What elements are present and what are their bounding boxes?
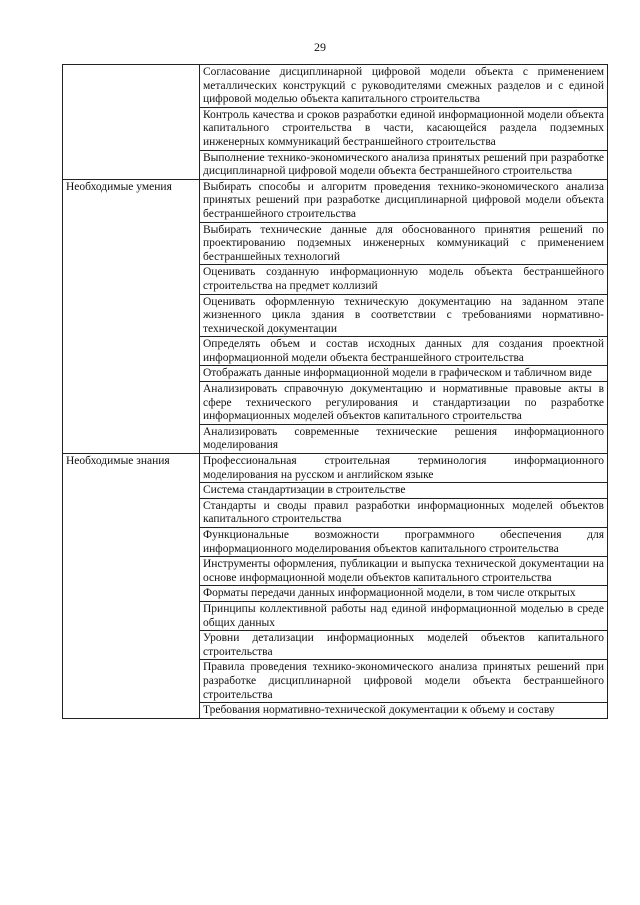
- requirement-text: Стандарты и своды правил разработки информационных моделей объектов капитального строительства: [200, 498, 608, 527]
- requirement-text: Профессиональная строительная терминология информационного моделирования на русском и английском языке: [200, 454, 608, 483]
- requirement-text: Форматы передачи данных информационной модели, в том числе открытых: [200, 586, 608, 602]
- table-row: [63, 179, 608, 222]
- section-label: Необходимые умения: [63, 179, 200, 453]
- requirement-text: Требования нормативно-технической документации к объему и составу: [200, 703, 608, 719]
- section-label: Необходимые знания: [63, 454, 200, 719]
- requirement-text: Оценивать созданную информационную модель объекта бестраншейного строительства на предмет коллизий: [200, 265, 608, 294]
- requirements-table: [62, 64, 608, 719]
- requirement-text: Выполнение технико-экономического анализа принятых решений при разработке дисциплинарной цифровой модели объекта бестраншейного строительства: [200, 150, 608, 179]
- requirement-text: Отображать данные информационной модели в графическом и табличном виде: [200, 366, 608, 382]
- page-number: 29: [314, 40, 326, 54]
- requirement-text: Принципы коллективной работы над единой информационной моделью в среде общих данных: [200, 601, 608, 630]
- requirement-text: Определять объем и состав исходных данных для создания проектной информационной модели объекта бестраншейного строительства: [200, 337, 608, 366]
- requirement-text: Анализировать современные технические решения информационного моделирования: [200, 424, 608, 453]
- requirement-text: Функциональные возможности программного обеспечения для информационного моделирования объектов капитального строительства: [200, 528, 608, 557]
- requirement-text: Система стандартизации в строительстве: [200, 483, 608, 499]
- requirement-text: Уровни детализации информационных моделей объектов капитального строительства: [200, 631, 608, 660]
- table-row: [63, 454, 608, 483]
- requirement-text: Инструменты оформления, публикации и выпуска технической документации на основе информационной модели объектов капитального строительства: [200, 557, 608, 586]
- requirement-text: Выбирать технические данные для обоснованного принятия решений по проектированию подземных инженерных коммуникаций с применением бестраншейных технологий: [200, 222, 608, 265]
- requirement-text: Согласование дисциплинарной цифровой модели объекта с применением металлических конструкций с руководителями смежных разделов и с единой цифровой моделью объекта капитального строительства: [200, 65, 608, 108]
- requirement-text: Выбирать способы и алгоритм проведения технико-экономического анализа принятых решений при разработке дисциплинарной цифровой модели объекта бестраншейного строительства: [200, 179, 608, 222]
- requirement-text: Анализировать справочную документацию и нормативные правовые акты в сфере технического регулирования и стандартизации по разработке информационных моделей объектов капитального строительства: [200, 382, 608, 425]
- requirement-text: Правила проведения технико-экономического анализа принятых решений при разработке дисциплинарной цифровой модели объекта бестраншейного строительства: [200, 660, 608, 703]
- table-row: [63, 65, 608, 108]
- section-label: [63, 65, 200, 180]
- requirement-text: Контроль качества и сроков разработки единой информационной модели объекта капитального строительства в части, касающейся раздела подземных инженерных коммуникаций бестраншейного строительства: [200, 107, 608, 150]
- requirement-text: Оценивать оформленную техническую документацию на заданном этапе жизненного цикла здания в соответствии с требованиями нормативно-технической документации: [200, 294, 608, 337]
- table-body: [63, 65, 608, 719]
